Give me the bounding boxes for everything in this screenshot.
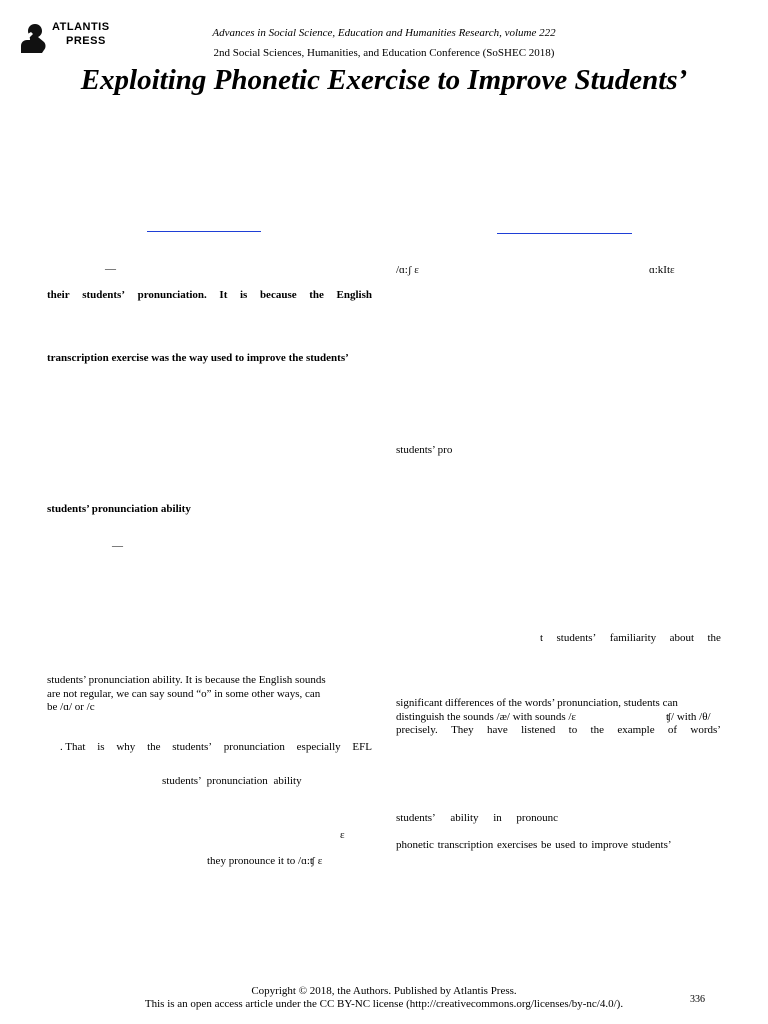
conference-name: 2nd Social Sciences, Humanities, and Education Conference (SoSHEC 2018) bbox=[213, 47, 555, 59]
left-link-underline[interactable] bbox=[147, 231, 261, 232]
right-line-8: phonetic transcription exercises be used to improve students’ bbox=[396, 839, 672, 851]
right-line-1-right: ɑ:kItɛ bbox=[649, 264, 675, 276]
left-line-2: transcription exercise was the way used to improve the students’ bbox=[47, 352, 349, 364]
left-line-10: they pronounce it to /ɑ:ʧ ɛ bbox=[207, 855, 323, 867]
logo-text-press: PRESS bbox=[66, 35, 106, 47]
left-line-7: . That is why the students’ pronunciation especially EFL bbox=[60, 741, 372, 753]
right-line-6: precisely. They have listened to the example of words’ bbox=[396, 724, 721, 736]
right-line-1-left: /ɑ:ʃ ɛ bbox=[396, 264, 419, 276]
logo-text-atlantis: ATLANTIS bbox=[52, 21, 110, 33]
left-line-3: students’ pronunciation ability bbox=[47, 503, 191, 515]
left-line-8: students’ pronunciation ability bbox=[162, 775, 302, 787]
journal-name: Advances in Social Science, Education and Humanities Research, volume 222 bbox=[212, 27, 556, 39]
right-line-2: students’ pro bbox=[396, 444, 453, 456]
right-line-4: significant differences of the words’ pronunciation, students can bbox=[396, 697, 678, 709]
left-line-6: be /ɑ/ or /c bbox=[47, 701, 95, 713]
right-line-3: t students’ familiarity about the bbox=[540, 632, 721, 644]
left-line-9: ɛ bbox=[340, 829, 345, 841]
page-number: 336 bbox=[690, 994, 705, 1005]
left-line-1: their students’ pronunciation. It is because the English bbox=[47, 289, 372, 301]
right-line-5-left: distinguish the sounds /æ/ with sounds /ɛ bbox=[396, 711, 577, 723]
left-dash-2: — bbox=[112, 540, 123, 552]
right-line-7: students’ ability in pronounc bbox=[396, 812, 558, 824]
right-line-5-right: ʧ/ with /θ/ bbox=[666, 711, 711, 723]
left-line-4: students’ pronunciation ability. It is because the English sounds bbox=[47, 674, 326, 686]
footer-copyright: Copyright © 2018, the Authors. Published by Atlantis Press. bbox=[251, 985, 517, 997]
left-dash-1: — bbox=[105, 263, 116, 275]
paper-title: Exploiting Phonetic Exercise to Improve Students’ bbox=[80, 64, 688, 96]
left-line-5: are not regular, we can say sound “o” in some other ways, can bbox=[47, 688, 321, 700]
footer-license: This is an open access article under the CC BY-NC license (http://creativecommons.org/licenses/by-nc/4.0/). bbox=[144, 998, 624, 1010]
right-link-underline[interactable] bbox=[497, 233, 632, 234]
